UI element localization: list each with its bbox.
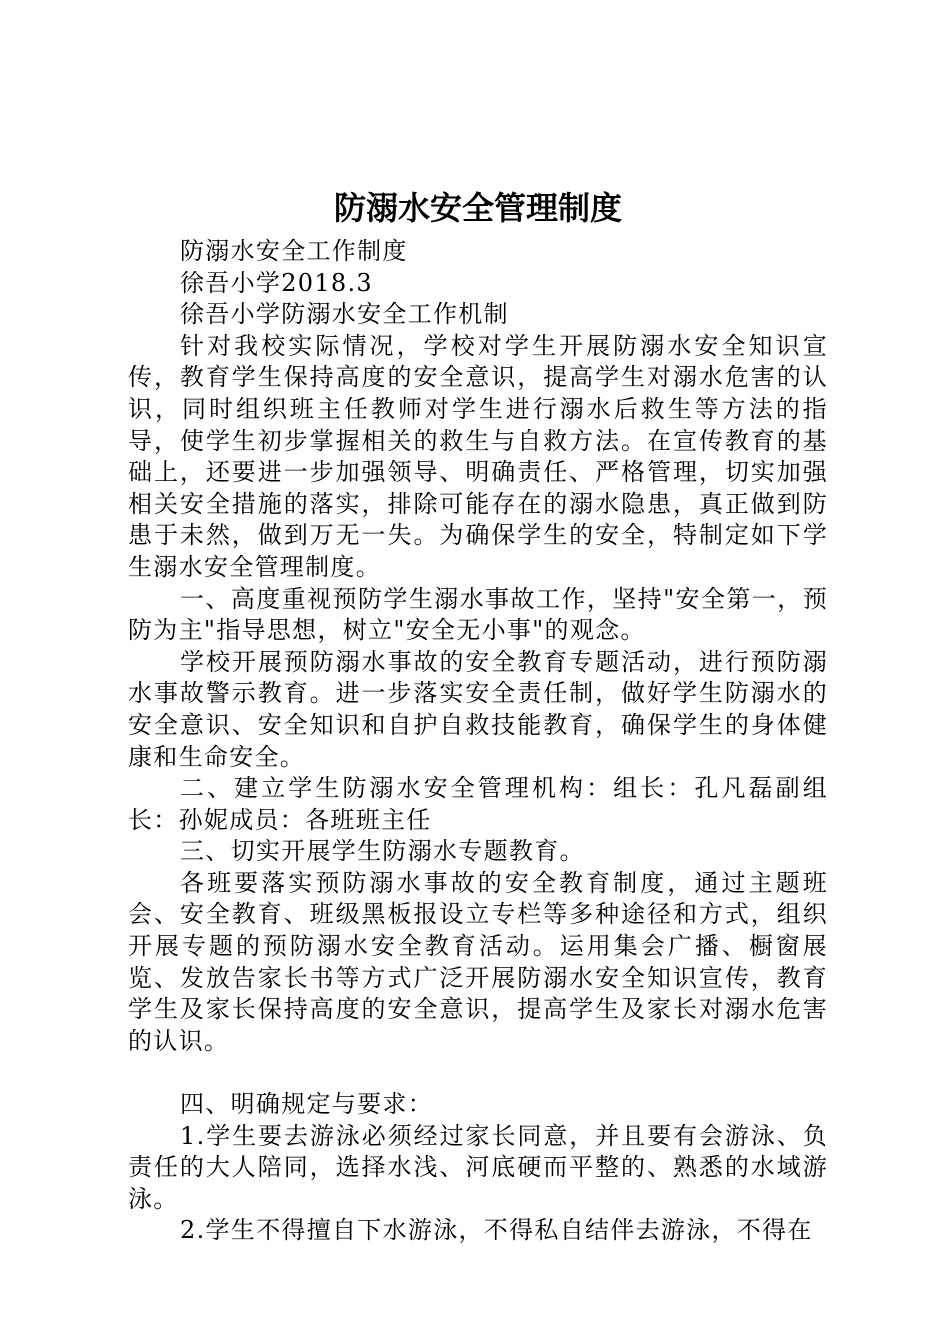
- paragraph-section-3: 三、切实开展学生防溺水专题教育。: [180, 837, 585, 866]
- paragraph-gap: [128, 1057, 838, 1089]
- paragraph-intro: 针对我校实际情况，学校对学生开展防溺水安全知识宣传，教育学生保持高度的安全意识，提高学生对溺水危害的认识，同时组织班主任教师对学生进行溺水后救生等方法的指导，使学生初步掌握相关的救生与自救方法。在宣传教育的基础上，还要进一步加强领导、明确责任、严格管理，切实加强相关安全措施的落实，排除可能存在的溺水隐患，真正做到防患于未然，做到万无一失。为确保学生的安全，特制定如下学生溺水安全管理制度。: [128, 331, 828, 581]
- paragraph-school-date: 徐吾小学2018.3: [180, 268, 373, 297]
- paragraph-section-3-body: 各班要落实预防溺水事故的安全教育制度，通过主题班会、安全教育、班级黑板报设立专栏等多种途径和方式，组织开展专题的预防溺水安全教育活动。运用集会广播、橱窗展览、发放告家长书等方式广泛开展防溺水安全知识宣传，教育学生及家长保持高度的安全意识，提高学生及家长对溺水危害的认识。: [128, 868, 828, 1055]
- paragraph-section-4: 四、明确规定与要求：: [180, 1090, 433, 1119]
- paragraph-rule-1: 1.学生要去游泳必须经过家长同意，并且要有会游泳、负责任的大人陪同，选择水浅、河底硬而平整的、熟悉的水域游泳。: [128, 1121, 828, 1213]
- document-page: [128, 186, 838, 1247]
- paragraph-section-1-body: 学校开展预防溺水事故的安全教育专题活动，进行预防溺水事故警示教育。进一步落实安全责任制，做好学生防溺水的安全意识、安全知识和自护自救技能教育，确保学生的身体健康和生命安全。: [128, 647, 828, 771]
- paragraph-mechanism-heading: 徐吾小学防溺水安全工作机制: [180, 300, 509, 329]
- document-title: 防溺水安全管理制度: [333, 189, 622, 227]
- paragraph-subtitle: 防溺水安全工作制度: [180, 237, 408, 265]
- paragraph-section-1: 一、高度重视预防学生溺水事故工作，坚持"安全第一，预防为主"指导思想，树立"安全无小事"的观念。: [128, 584, 828, 645]
- paragraph-rule-2: 2.学生不得擅自下水游泳，不得私自结伴去游泳，不得在: [180, 1216, 813, 1245]
- paragraph-section-2: 二、建立学生防溺水安全管理机构：组长：孔凡磊副组长：孙妮成员：各班班主任: [128, 774, 828, 834]
